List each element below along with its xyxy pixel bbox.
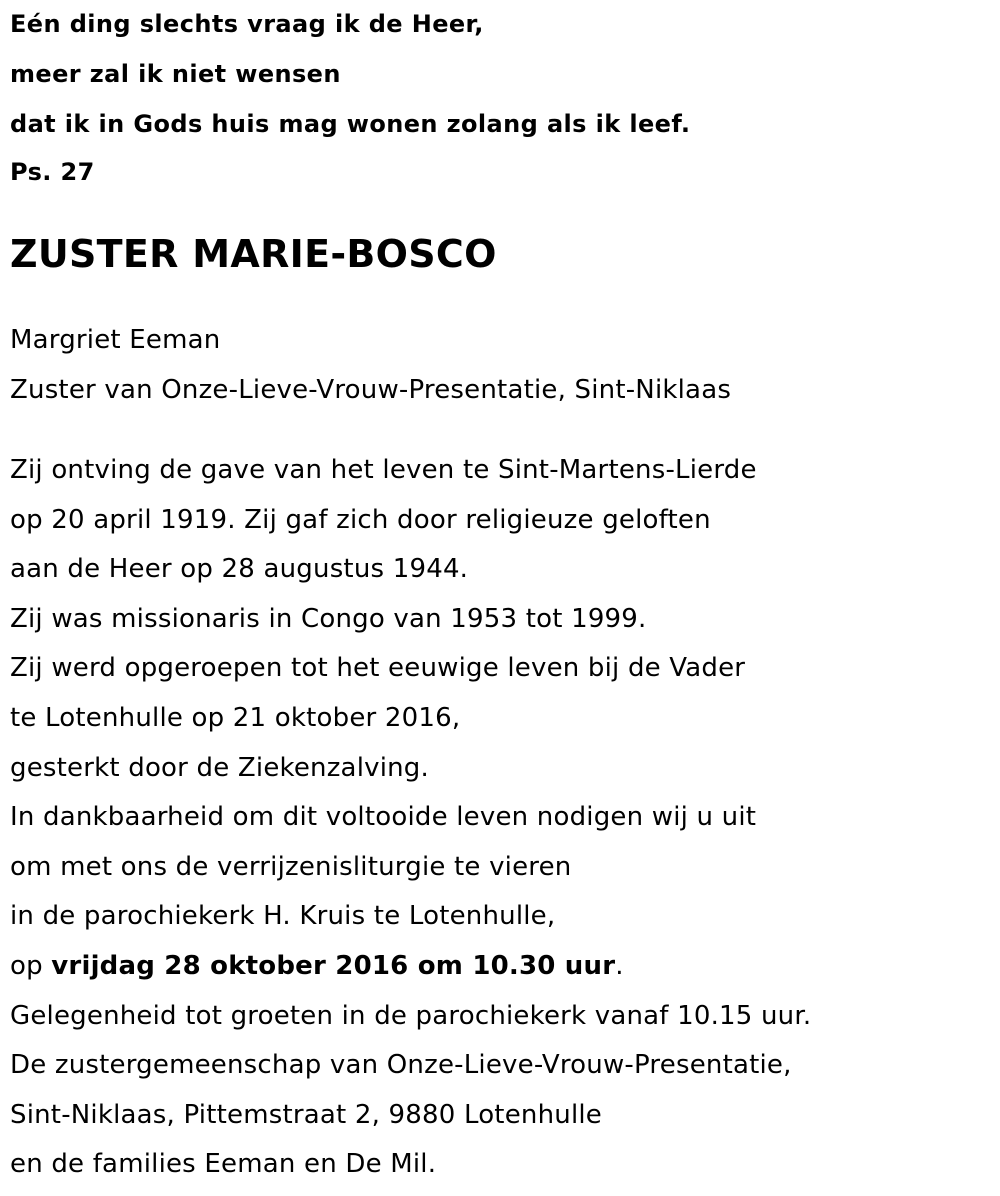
text-line-5: Zij werd opgeroepen tot het eeuwige leven bij de Vader <box>10 653 746 683</box>
verse-line-1: Eén ding slechts vraag ik de Heer, <box>10 10 484 38</box>
text-line-8: In dankbaarheid om dit voltooide leven nodigen wij u uit <box>10 802 757 832</box>
text-line-14: Sint-Niklaas, Pittemstraat 2, 9880 Lotenhulle <box>10 1100 602 1130</box>
text-line-7: gesterkt door de Ziekenzalving. <box>10 753 429 783</box>
text-line-13: De zustergemeenschap van Onze-Lieve-Vrouw-Presentatie, <box>10 1050 792 1080</box>
service-prefix: op <box>10 951 52 981</box>
text-line-6: te Lotenhulle op 21 oktober 2016, <box>10 703 461 733</box>
text-line-2: op 20 april 1919. Zij gaf zich door religieuze geloften <box>10 505 711 535</box>
text-line-4: Zij was missionaris in Congo van 1953 tot 1999. <box>10 604 647 634</box>
text-line-12: Gelegenheid tot groeten in de parochiekerk vanaf 10.15 uur. <box>10 1001 812 1031</box>
service-suffix: . <box>615 951 624 981</box>
verse-reference: Ps. 27 <box>10 158 95 186</box>
text-line-10: in de parochiekerk H. Kruis te Lotenhulle, <box>10 901 556 931</box>
verse-line-2: meer zal ik niet wensen <box>10 60 341 88</box>
congregation: Zuster van Onze-Lieve-Vrouw-Presentatie, Sint-Niklaas <box>10 375 732 405</box>
text-line-3: aan de Heer op 28 augustus 1944. <box>10 554 469 584</box>
text-line-1: Zij ontving de gave van het leven te Sint-Martens-Lierde <box>10 455 757 485</box>
verse-line-3: dat ik in Gods huis mag wonen zolang als ik leef. <box>10 110 691 138</box>
text-line-9: om met ons de verrijzenisliturgie te vieren <box>10 852 572 882</box>
service-datetime: vrijdag 28 oktober 2016 om 10.30 uur <box>51 951 616 981</box>
text-line-15: en de families Eeman en De Mil. <box>10 1149 437 1179</box>
deceased-title: ZUSTER MARIE-BOSCO <box>10 232 497 276</box>
service-line <box>10 951 624 981</box>
civil-name: Margriet Eeman <box>10 325 221 355</box>
